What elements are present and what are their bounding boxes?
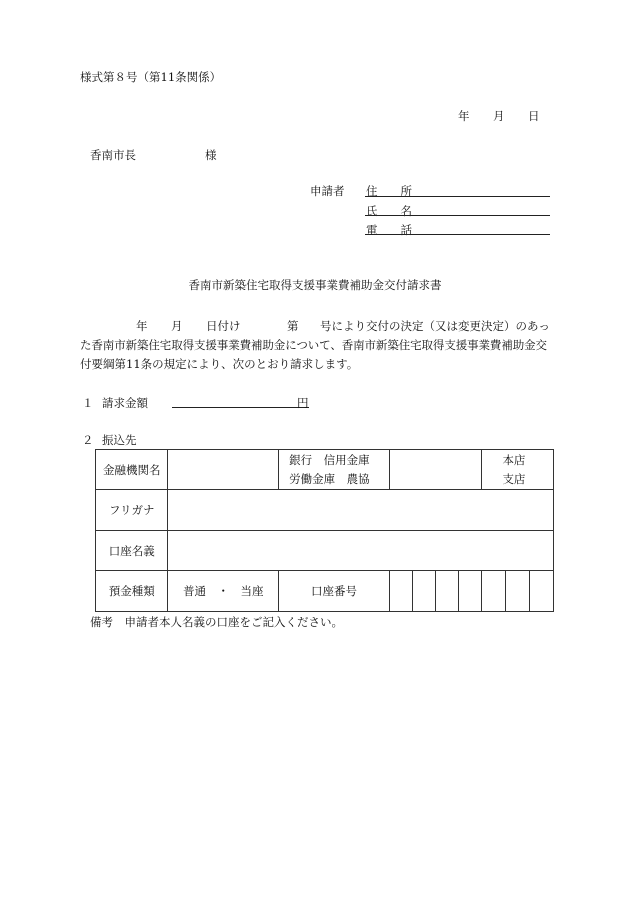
body-line1-text: 号により交付の決定（又は変更決定）のあっ bbox=[320, 319, 550, 333]
addressee-name: 香南市長 bbox=[90, 148, 136, 162]
bank-transfer-table bbox=[95, 449, 554, 612]
section2-label: 振込先 bbox=[102, 433, 137, 447]
name-label: 氏 名 bbox=[366, 204, 412, 218]
account-digit-box[interactable] bbox=[459, 571, 482, 612]
account-digit-box[interactable] bbox=[413, 571, 436, 612]
date-month-label: 月 bbox=[493, 109, 505, 123]
account-digit-box[interactable] bbox=[389, 571, 412, 612]
note-text: 備考 申請者本人名義の口座をご記入ください。 bbox=[90, 615, 343, 629]
deposit-row bbox=[96, 571, 554, 612]
body-line3: 付要綱第11条の規定により、次のとおり請求します。 bbox=[80, 357, 359, 371]
phone-label: 電 話 bbox=[366, 223, 412, 237]
body-month: 月 bbox=[171, 319, 183, 333]
name-field-line[interactable] bbox=[365, 215, 550, 216]
furigana-row bbox=[96, 490, 554, 531]
phone-field-line[interactable] bbox=[365, 234, 550, 235]
branch-type-cell bbox=[482, 450, 554, 490]
institution-name-input[interactable] bbox=[168, 450, 279, 490]
account-name-label: 口座名義 bbox=[96, 531, 168, 571]
branch-type-line2: 支店 bbox=[502, 471, 526, 486]
section2-number: ２ bbox=[82, 433, 94, 447]
furigana-input[interactable] bbox=[168, 490, 554, 531]
section1-label: 請求金額 bbox=[102, 396, 148, 410]
form-number: 様式第８号（第11条関係） bbox=[80, 70, 222, 84]
body-year: 年 bbox=[136, 319, 148, 333]
branch-name-input[interactable] bbox=[389, 450, 482, 490]
account-digit-box[interactable] bbox=[436, 571, 459, 612]
yen-unit: 円 bbox=[297, 396, 309, 410]
date-year-label: 年 bbox=[458, 109, 470, 123]
body-line2: た香南市新築住宅取得支援事業費補助金について、香南市新築住宅取得支援事業費補助金交 bbox=[80, 338, 547, 352]
account-digit-box[interactable] bbox=[482, 571, 505, 612]
address-label: 住 所 bbox=[366, 184, 412, 198]
institution-label: 金融機関名 bbox=[96, 450, 168, 490]
addressee-honorific: 様 bbox=[205, 148, 217, 162]
bank-type-cell bbox=[279, 450, 390, 490]
institution-row bbox=[96, 450, 554, 490]
body-number-prefix: 第 bbox=[287, 319, 299, 333]
account-name-row bbox=[96, 531, 554, 571]
body-date-suffix: 日付け bbox=[206, 319, 241, 333]
furigana-label: フリガナ bbox=[96, 490, 168, 531]
bank-type-line1: 銀行 信用金庫 bbox=[289, 452, 370, 467]
address-field-line[interactable] bbox=[365, 196, 550, 197]
document-title: 香南市新築住宅取得支援事業費補助金交付請求書 bbox=[188, 278, 442, 292]
deposit-type-options[interactable]: 普通 ・ 当座 bbox=[168, 571, 279, 612]
account-name-input[interactable] bbox=[168, 531, 554, 571]
claim-amount-field[interactable] bbox=[172, 407, 309, 408]
account-number-label: 口座番号 bbox=[279, 571, 390, 612]
date-day-label: 日 bbox=[528, 109, 540, 123]
section1-number: １ bbox=[82, 396, 94, 410]
bank-type-line2: 労働金庫 農協 bbox=[289, 471, 370, 486]
branch-type-line1: 本店 bbox=[502, 452, 526, 467]
account-digit-box[interactable] bbox=[505, 571, 529, 612]
account-digit-box[interactable] bbox=[529, 571, 553, 612]
deposit-type-label: 預金種類 bbox=[96, 571, 168, 612]
applicant-label: 申請者 bbox=[310, 184, 345, 198]
